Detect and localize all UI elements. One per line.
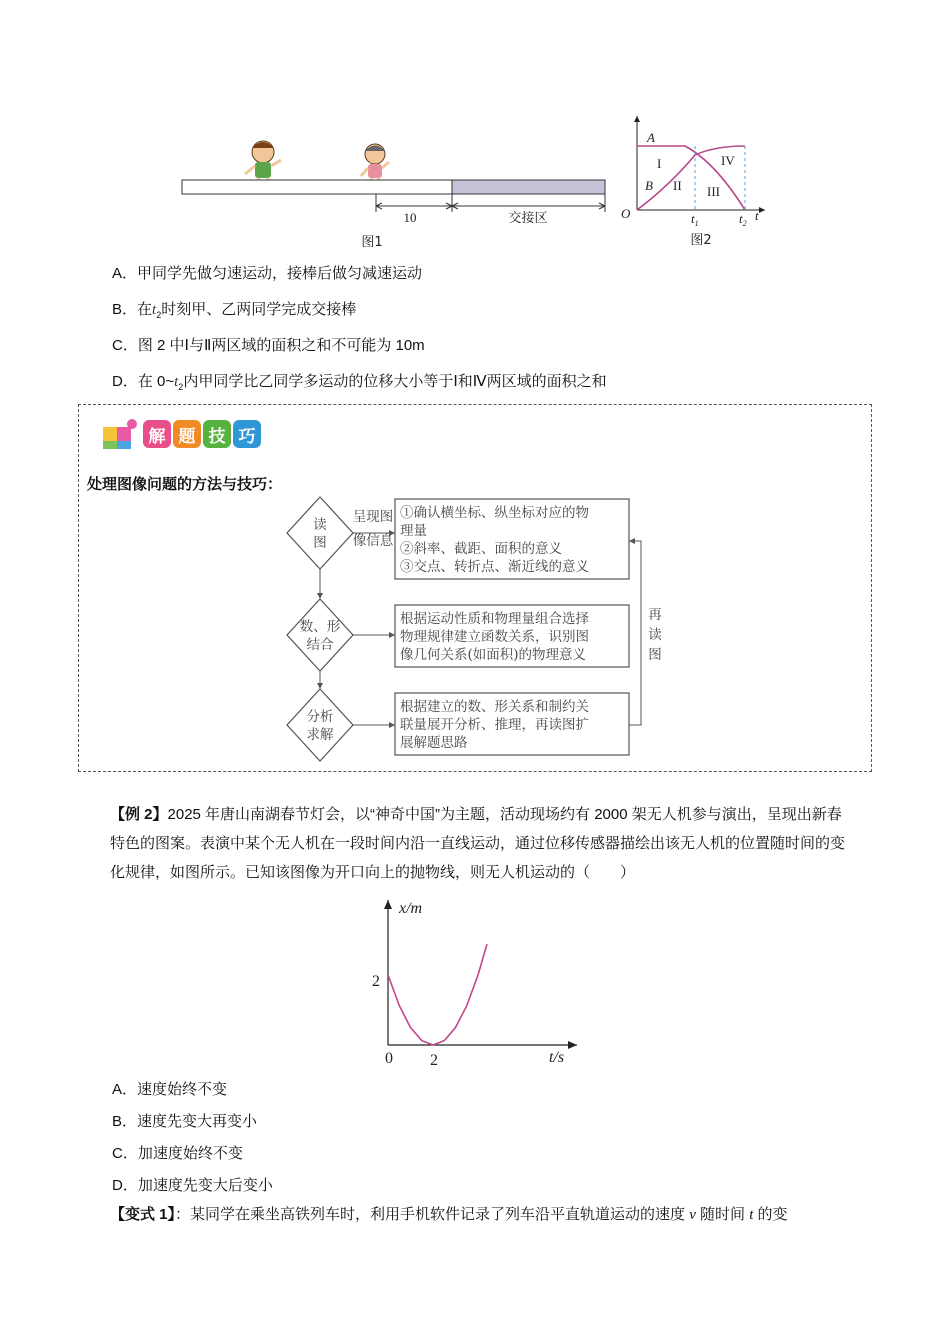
step3-line2: 求解 — [306, 727, 334, 743]
step1-line2: 图 — [313, 535, 327, 551]
tips-box — [78, 404, 872, 772]
q2-option-c[interactable]: C．加速度始终不变 — [112, 1145, 243, 1162]
box1-line4: ③交点、转折点、渐近线的意义 — [400, 559, 589, 575]
region-4-label: IV — [721, 153, 735, 168]
badge-char-4: 巧 — [233, 420, 261, 448]
y-tick-2: 2 — [372, 973, 380, 990]
q1-option-d[interactable]: D．在 $0\sim t_2$内甲同学比乙同学多运动的位移大小等于Ⅰ和Ⅳ两区域的面积之和 — [112, 373, 607, 392]
xt-chart — [355, 895, 595, 1075]
handoff-zone-label: 交接区 — [508, 211, 548, 226]
variant-1-stem: 【变式 1】：某同学在乘坐高铁列车时，利用手机软件记录了列车沿平直轨道运动的速度 v 随时间 t 的变 — [110, 1206, 788, 1223]
region-2-label: II — [673, 178, 682, 193]
flowchart — [279, 495, 699, 767]
t-axis-label: t — [755, 208, 759, 223]
badge-char-1: 解 — [143, 420, 171, 448]
region-1-label: I — [657, 156, 662, 171]
xt-parabola — [388, 944, 487, 1045]
point-b-label: B — [645, 178, 653, 193]
figure-2 — [615, 110, 775, 250]
symbol-t: t — [749, 1207, 754, 1223]
badge-char-2: 题 — [173, 420, 201, 448]
diamond-combine — [287, 599, 353, 671]
x-axis-label: t/s — [549, 1049, 565, 1066]
box1-line2: 理量 — [400, 523, 427, 539]
diamond-read — [287, 497, 353, 569]
variant-1-tag: 【变式 1】 — [110, 1206, 176, 1223]
badge-char-3: 技 — [203, 420, 231, 448]
figure-1-caption: 图1 — [361, 235, 383, 250]
origin-label: O — [621, 206, 631, 221]
puzzle-icon — [103, 419, 139, 449]
symbol-v: v — [689, 1207, 696, 1223]
q1-option-a[interactable]: A．甲同学先做匀速运动，接棒后做匀减速运动 — [112, 265, 423, 282]
region-3-label: III — [707, 184, 720, 199]
box3-line1: 根据建立的数、形关系和制约关 — [400, 699, 589, 715]
t2-label: $t_2$ — [739, 211, 747, 228]
box1-line3: ②斜率、截距、面积的意义 — [400, 541, 562, 557]
box3-line3: 展解题思路 — [400, 735, 468, 751]
q1-option-b[interactable]: B．在$t_2$时刻甲、乙两同学完成交接棒 — [112, 301, 357, 320]
t1-label: $t_1$ — [691, 211, 699, 228]
point-a-label: A — [647, 130, 655, 145]
reread-char-1: 再 — [648, 607, 662, 623]
reread-char-3: 图 — [648, 647, 662, 663]
figure-2-caption: 图2 — [690, 233, 712, 248]
x-tick-2: 2 — [430, 1052, 438, 1069]
reread-char-2: 读 — [648, 627, 662, 643]
q2-option-d[interactable]: D．加速度先变大后变小 — [112, 1177, 273, 1194]
box2-line1: 根据运动性质和物理量组合选择 — [400, 611, 589, 627]
y-axis-label: x/m — [399, 900, 423, 917]
distance-label: 10 — [403, 210, 417, 225]
x-tick-0: 0 — [385, 1050, 393, 1067]
example-2-text: 2025 年唐山南湖春节灯会，以“神奇中国”为主题，活动现场约有 2000 架无人机参与演出，呈现出新春特色的图案。表演中某个无人机在一段时间内沿一直线运动，通过位移传感器描绘出该无人机的位置随时间的变化规律，如图所示。已知该图像为开口向上的抛物线，则无人机运动的（ ） — [110, 806, 846, 881]
step2-line1: 数、形 — [299, 619, 341, 635]
step2-line2: 结合 — [306, 637, 334, 653]
box2-line2: 物理规律建立函数关系，识别图 — [400, 629, 589, 645]
q2-option-b[interactable]: B．速度先变大再变小 — [112, 1113, 258, 1130]
example-2-tag: 【例 2】 — [110, 806, 168, 823]
step3-line1: 分析 — [306, 709, 334, 725]
box1-line1: ①确认横坐标、纵坐标对应的物 — [400, 505, 589, 521]
arrow-label-1: 呈现图 — [352, 509, 394, 525]
tips-heading: 处理图像问题的方法与技巧： — [87, 476, 283, 493]
q2-option-a[interactable]: A．速度始终不变 — [112, 1081, 228, 1098]
tips-badge — [103, 419, 263, 449]
arrow-label-2: 像信息 — [352, 533, 394, 549]
diamond-solve — [287, 689, 353, 761]
box2-line3: 像几何关系(如面积)的物理意义 — [400, 647, 587, 663]
box3-line2: 联量展开分析、推理，再读图扩 — [400, 717, 589, 733]
step1-line1: 读 — [313, 517, 327, 533]
example-2-stem — [110, 800, 850, 887]
q1-option-c[interactable]: C．图 2 中Ⅰ与Ⅱ两区域的面积之和不可能为 10m — [112, 337, 425, 354]
figure-1 — [175, 130, 615, 250]
